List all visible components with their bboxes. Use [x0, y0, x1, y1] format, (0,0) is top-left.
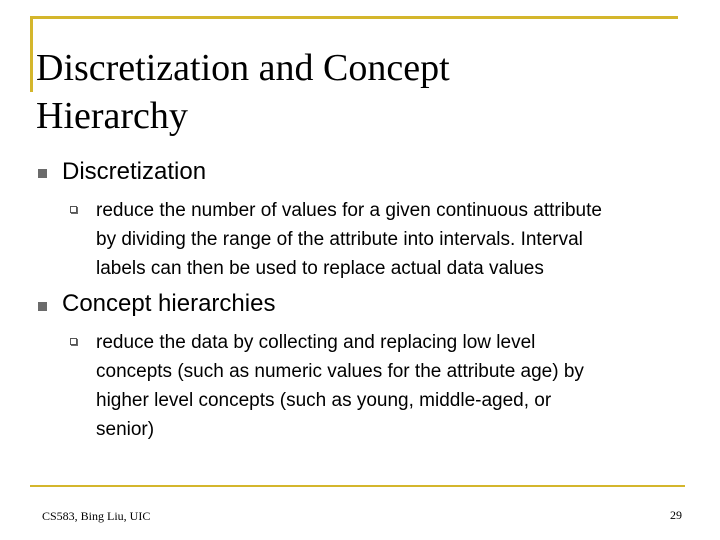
sub-bullet-line: reduce the data by collecting and replacing low level [96, 332, 536, 353]
square-bullet-icon [38, 169, 47, 178]
page-number: 29 [670, 508, 682, 522]
slide-title-line1: Discretization and Concept [36, 47, 450, 89]
sub-bullet-line: concepts (such as numeric values for the attribute age) by [96, 361, 584, 382]
bullet-heading-discretization: Discretization [62, 158, 207, 185]
slide-title [36, 44, 676, 140]
frame-top-line [30, 16, 678, 19]
sub-bullet-line: by dividing the range of the attribute into intervals. Interval [96, 229, 583, 250]
hollow-square-bullet-icon [70, 206, 77, 213]
sub-bullet-line: labels can then be used to replace actual data values [96, 258, 544, 279]
slide-title-line2: Hierarchy [36, 95, 188, 137]
footer-course-label: CS583, Bing Liu, UIC [42, 509, 151, 523]
sub-bullet-line: higher level concepts (such as young, middle-aged, or [96, 390, 552, 411]
sub-bullet-line: reduce the number of values for a given continuous attribute [96, 200, 602, 221]
hollow-square-bullet-icon [70, 338, 77, 345]
frame-left-line [30, 16, 33, 92]
sub-bullet-line: senior) [96, 419, 155, 440]
footer-divider [30, 485, 685, 487]
square-bullet-icon [38, 302, 47, 311]
bullet-heading-concept-hierarchies: Concept hierarchies [62, 290, 276, 317]
